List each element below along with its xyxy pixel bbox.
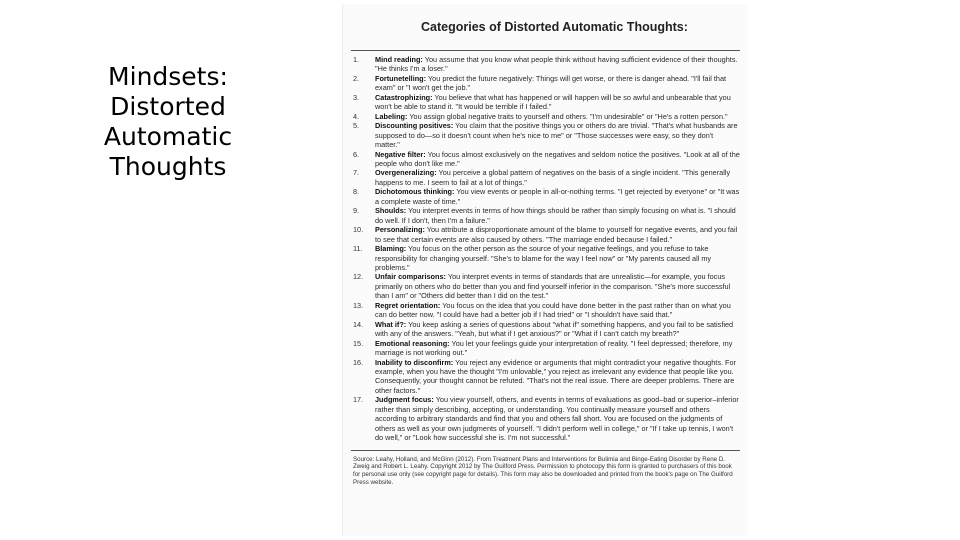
item-number: 4.: [353, 111, 360, 121]
list-item: [351, 395, 740, 442]
item-description: You focus almost exclusively on the negatives and seldom notice the positives. "Look at all of the people who don't like me.": [375, 149, 740, 168]
document-page: [342, 4, 748, 536]
item-term: Blaming:: [375, 244, 407, 254]
list-item: [351, 339, 740, 358]
item-description: You interpret events in terms of how things should be rather than simply focusing on what is. "I should do well. If I don't, then I'm a failure.": [375, 206, 736, 225]
list-item: [351, 150, 740, 169]
item-term: Labeling:: [375, 111, 408, 121]
item-description: You predict the future negatively: Things will get worse, or there is danger ahead. "I'll fail that exam" or "I won't get the job.": [375, 73, 727, 93]
list-item: [351, 55, 740, 74]
item-term: Discounting positives:: [375, 121, 454, 131]
title-line: Automatic: [103, 122, 233, 151]
item-number: 9.: [353, 206, 360, 216]
item-description: You assume that you know what people think without having sufficient evidence of their thoughts. "He thinks I'm a loser.": [375, 55, 738, 74]
document-title: Categories of Distorted Automatic Thoughts:: [421, 20, 688, 34]
item-number: 7.: [353, 168, 360, 178]
item-number: 2.: [353, 73, 360, 83]
item-number: 14.: [353, 319, 364, 329]
list-item: [351, 301, 740, 320]
distortion-list: [351, 55, 740, 443]
list-item: [351, 93, 740, 112]
list-item: [351, 272, 740, 300]
item-term: Catastrophizing:: [375, 92, 433, 102]
item-number: 16.: [353, 357, 364, 367]
item-number: 13.: [353, 300, 364, 310]
item-term: Mind reading:: [375, 55, 423, 64]
item-number: 1.: [353, 55, 360, 64]
item-number: 10.: [353, 225, 364, 235]
item-description: You claim that the positive things you or others do are trivial. "That's what husbands are supposed to do—so it doesn't count when he's nice to me" or "Those successes were easy, so they don't matter.": [375, 121, 738, 150]
item-description: You attribute a disproportionate amount of the blame to yourself for negative events, and you fail to see that certain events are also caused by others. "The marriage ended because I failed.": [375, 225, 738, 244]
list-item: [351, 225, 740, 244]
item-term: Unfair comparisons:: [375, 272, 446, 282]
source-citation: Source: Leahy, Holland, and McGinn (2012). From Treatment Plans and Interventions for Bulimia and Binge-Eating Disorder by Rene D. Zweig and Robert L. Leahy. Copyright 2012 by The Guilford Press. Permission to photocopy this form is granted to purchasers of this book for personal use only (see copyright page for details). This form may also be downloaded and printed from the book's page on The Guilford Press website.: [353, 455, 733, 486]
slide-title: [88, 62, 248, 182]
item-number: 6.: [353, 149, 360, 159]
bottom-divider: [351, 450, 740, 451]
item-number: 8.: [353, 187, 360, 197]
list-item: [351, 74, 740, 93]
item-term: What if?:: [375, 319, 407, 329]
list-item: [351, 168, 740, 187]
item-term: Personalizing:: [375, 225, 425, 235]
item-description: You view events or people in all-or-nothing terms. "I get rejected by everyone" or "It was a complete waste of time.": [375, 187, 740, 206]
item-description: You reject any evidence or arguments that might contradict your negative thoughts. For example, when you have the thought "I'm unlovable," you reject as irrelevant any evidence that people like you. Consequently, your thought cannot be refuted. "That's not the real issue. There are deeper problems. There are other factors.": [375, 357, 736, 395]
item-number: 12.: [353, 272, 364, 282]
list-item: [351, 121, 740, 149]
item-number: 11.: [353, 244, 363, 254]
item-description: You keep asking a series of questions about "what if" something happens, and you fail to be satisfied with any of the answers. "Yeah, but what if I get anxious?" or "What if I can't catch my breath?": [375, 319, 734, 339]
title-line: Distorted: [110, 92, 226, 121]
top-divider: [351, 50, 740, 51]
list-item: [351, 206, 740, 225]
title-line: Thoughts: [109, 152, 227, 181]
item-term: Shoulds:: [375, 206, 407, 216]
item-description: You focus on the idea that you could have done better in the past rather than on what you can do better now. "I could have had a better job if I had tried" or "I shouldn't have said that.": [375, 300, 731, 320]
item-description: You assign global negative traits to yourself and others. "I'm undesirable" or "He's a rotten person.": [409, 111, 728, 121]
item-term: Judgment focus:: [375, 395, 434, 405]
list-item: [351, 112, 740, 121]
item-term: Fortunetelling:: [375, 73, 427, 83]
item-term: Regret orientation:: [375, 300, 441, 310]
item-description: You focus on the other person as the source of your negative feelings, and you refuse to take responsibility for changing yourself. "She's to blame for the way I feel now" or "My parents caused all my problems.": [375, 244, 712, 272]
item-description: You perceive a global pattern of negatives on the basis of a single incident. "This generally happens to me. I seem to fail at a lot of things.": [375, 168, 731, 187]
title-line: Mindsets:: [108, 62, 228, 91]
item-number: 15.: [353, 338, 364, 348]
list-item: [351, 187, 740, 206]
list-item: [351, 244, 740, 272]
item-description: You let your feelings guide your interpretation of reality. "I feel depressed; therefore, my marriage is not working out.": [375, 338, 733, 358]
item-term: Overgeneralizing:: [375, 168, 437, 178]
item-term: Emotional reasoning:: [375, 338, 450, 348]
item-number: 5.: [353, 121, 360, 131]
list-item: [351, 320, 740, 339]
item-description: You interpret events in terms of standards that are unrealistic—for example, you focus primarily on others who do better than you and find yourself inferior in the comparison. "She's more successful than I am" or "Others did better than I did on the test.": [375, 272, 731, 301]
item-term: Inability to disconfirm:: [375, 357, 454, 367]
item-term: Negative filter:: [375, 149, 426, 159]
list-item: [351, 358, 740, 396]
item-number: 17.: [353, 395, 364, 405]
item-term: Dichotomous thinking:: [375, 187, 455, 197]
item-number: 3.: [353, 92, 360, 102]
item-description: You view yourself, others, and events in terms of evaluations as good–bad or superior–inferior rather than simply describing, accepting, or understanding. You continually measure yourself and others according to arbitrary standards and find that you and others fall short. You are focused on the judgments of others as well as your own judgments of yourself. "I didn't perform well in college," or "If I take up tennis, I won't do well," or "Look how successful she is. I'm not successful.": [375, 395, 739, 443]
item-description: You believe that what has happened or will happen will be so awful and unbearable that you won't be able to stand it. "It would be terrible if I failed.": [375, 92, 731, 112]
